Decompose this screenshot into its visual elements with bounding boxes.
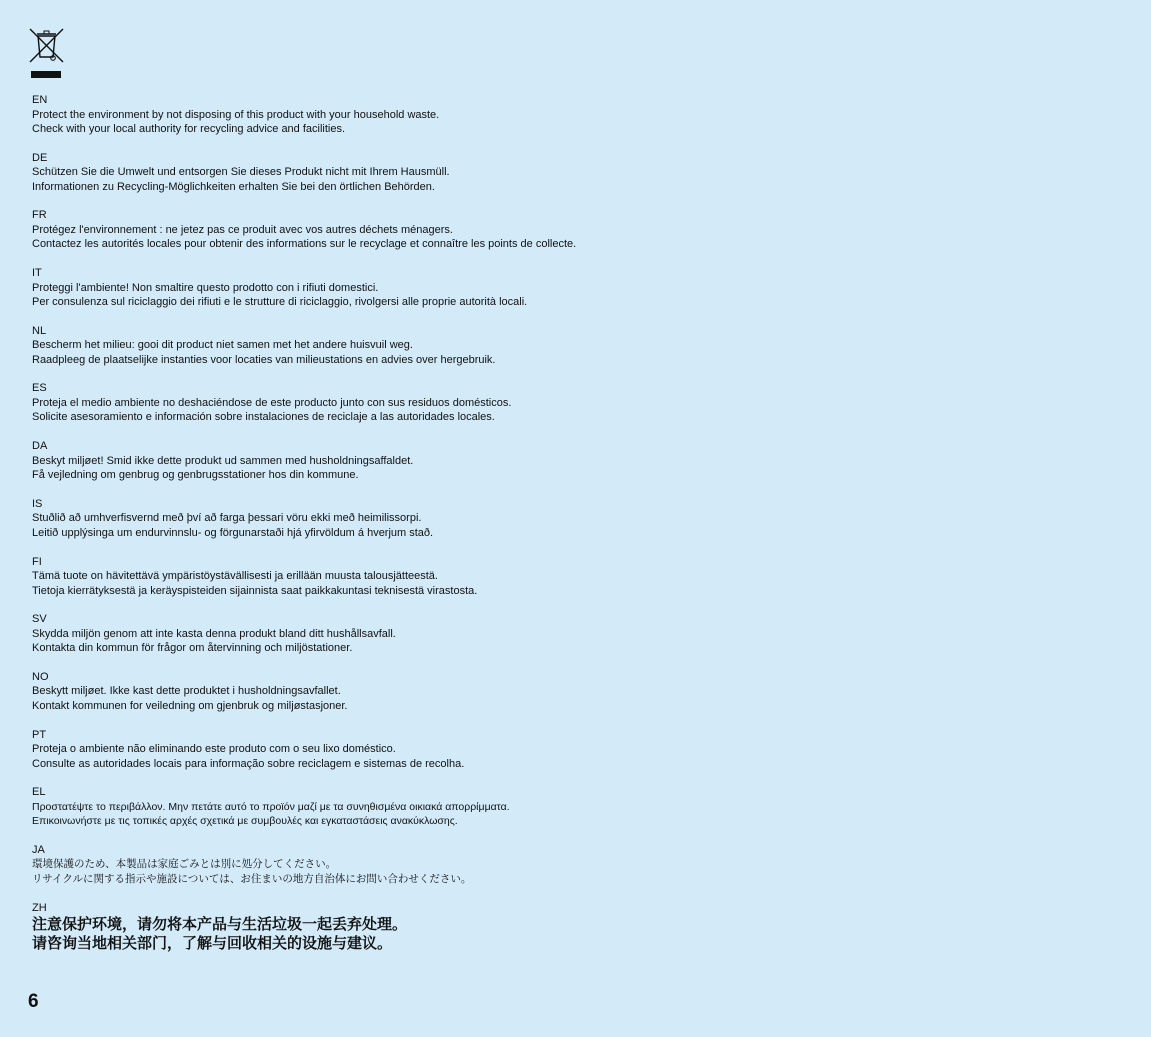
page-number: 6: [28, 991, 39, 1012]
instruction-line: 请咨询当地相关部门，了解与回收相关的设施与建议。: [32, 935, 393, 953]
language-code: EN: [32, 94, 48, 106]
instruction-line: 注意保护环境，请勿将本产品与生活垃圾一起丢弃处理。: [32, 916, 408, 934]
language-code: PT: [32, 728, 47, 741]
language-code: IS: [32, 497, 43, 510]
instruction-line: Leitið upplýsinga um endurvinnslu- og förgunarstaði hjá yfirvöldum á hverjum stað.: [32, 526, 434, 539]
instruction-line: Få vejledning om genbrug og genbrugsstationer hos din kommune.: [32, 469, 359, 482]
language-code: FI: [32, 555, 42, 568]
crossed-out-wheelie-bin-icon: [28, 27, 65, 80]
section-is: [32, 497, 1122, 555]
section-fi: [32, 555, 1122, 613]
instruction-line: Solicite asesoramiento e información sobre instalaciones de reciclaje a las autoridades locales.: [32, 411, 495, 424]
instruction-line: Informationen zu Recycling-Möglichkeiten erhalten Sie bei den örtlichen Behörden.: [32, 180, 435, 193]
instruction-line: Beskytt miljøet. Ikke kast dette produktet i husholdningsavfallet.: [32, 685, 341, 698]
section-es: [32, 381, 1122, 439]
section-no: [32, 670, 1122, 728]
instruction-line: Tämä tuote on hävitettävä ympäristöystävällisesti ja erillään muusta talousjätteestä.: [32, 570, 438, 582]
instruction-line: Consulte as autoridades locais para informação sobre reciclagem e sistemas de recolha.: [32, 757, 465, 770]
section-sv: [32, 612, 1122, 670]
section-zh: [32, 901, 1122, 959]
section-de: [32, 151, 1122, 209]
instruction-line: Proteja el medio ambiente no deshaciéndose de este producto junto con sus residuos domésticos.: [32, 396, 512, 409]
instruction-line: Beskyt miljøet! Smid ikke dette produkt ud sammen med husholdningsaffaldet.: [32, 454, 414, 467]
instruction-line: Schützen Sie die Umwelt und entsorgen Sie dieses Produkt nicht mit Ihrem Hausmüll.: [32, 166, 450, 179]
language-code: ES: [32, 382, 47, 395]
language-code: EL: [32, 786, 46, 799]
instruction-line: Προστατέψτε το περιβάλλον. Μην πετάτε αυτό το προϊόν μαζί με τα συνηθισμένα οικιακά απορρίμματα.: [32, 800, 510, 813]
section-ja: [32, 843, 1122, 901]
instruction-line: Per consulenza sul riciclaggio dei rifiuti e le strutture di riciclaggio, rivolgersi alle proprie autorità locali.: [32, 296, 528, 309]
language-code: JA: [32, 843, 45, 856]
section-pt: [32, 728, 1122, 786]
instruction-line: Check with your local authority for recycling advice and facilities.: [32, 123, 346, 135]
language-code: IT: [32, 267, 42, 280]
instruction-line: Raadpleeg de plaatselijke instanties voor locaties van milieustations en advies over hergebruik.: [32, 353, 496, 366]
instruction-line: 環境保護のため、本製品は家庭ごみとは別に処分してください。: [32, 858, 337, 871]
instruction-line: Proteggi l'ambiente! Non smaltire questo prodotto con i rifiuti domestici.: [32, 281, 379, 294]
language-code: SV: [32, 613, 47, 626]
instruction-line: Bescherm het milieu: gooi dit product niet samen met het andere huisvuil weg.: [32, 339, 413, 352]
instruction-line: Proteja o ambiente não eliminando este produto com o seu lixo doméstico.: [32, 743, 396, 756]
instruction-line: Kontakta din kommun för frågor om återvinning och miljöstationer.: [32, 642, 353, 655]
instruction-line: Stuðlið að umhverfisvernd með því að farga þessari vöru ekki með heimilissorpi.: [32, 512, 422, 525]
section-it: [32, 266, 1122, 324]
instruction-line: Tietoja kierrätyksestä ja keräyspisteiden sijainnista saat paikkakuntasi teknisestä virastosta.: [32, 584, 478, 597]
language-code: DE: [32, 151, 48, 164]
language-code: NO: [32, 670, 49, 683]
instruction-line: Επικοινωνήστε με τις τοπικές αρχές σχετικά με συμβουλές και εγκαταστάσεις ανακύκλωσης.: [32, 815, 458, 828]
language-code: NL: [32, 324, 47, 337]
instruction-line: Kontakt kommunen for veiledning om gjenbruk og miljøstasjoner.: [32, 699, 348, 712]
instruction-line: リサイクルに関する指示や施設については、お住まいの地方自治体にお問い合わせください。: [32, 872, 472, 885]
language-code: FR: [32, 209, 47, 222]
language-code: ZH: [32, 901, 47, 914]
instruction-line: Contactez les autorités locales pour obtenir des informations sur le recyclage et connaître les points de collecte.: [32, 238, 577, 251]
section-da: [32, 439, 1122, 497]
instruction-line: Protect the environment by not disposing of this product with your household waste.: [32, 108, 440, 121]
language-code: DA: [32, 440, 48, 453]
disposal-instructions: [32, 93, 1122, 958]
section-el: [32, 785, 1122, 843]
instruction-line: Protégez l'environnement : ne jetez pas ce produit avec vos autres déchets ménagers.: [32, 223, 453, 236]
section-nl: [32, 324, 1122, 382]
section-en: [32, 93, 1122, 151]
instruction-line: Skydda miljön genom att inte kasta denna produkt bland ditt hushållsavfall.: [32, 627, 396, 640]
section-fr: [32, 208, 1122, 266]
